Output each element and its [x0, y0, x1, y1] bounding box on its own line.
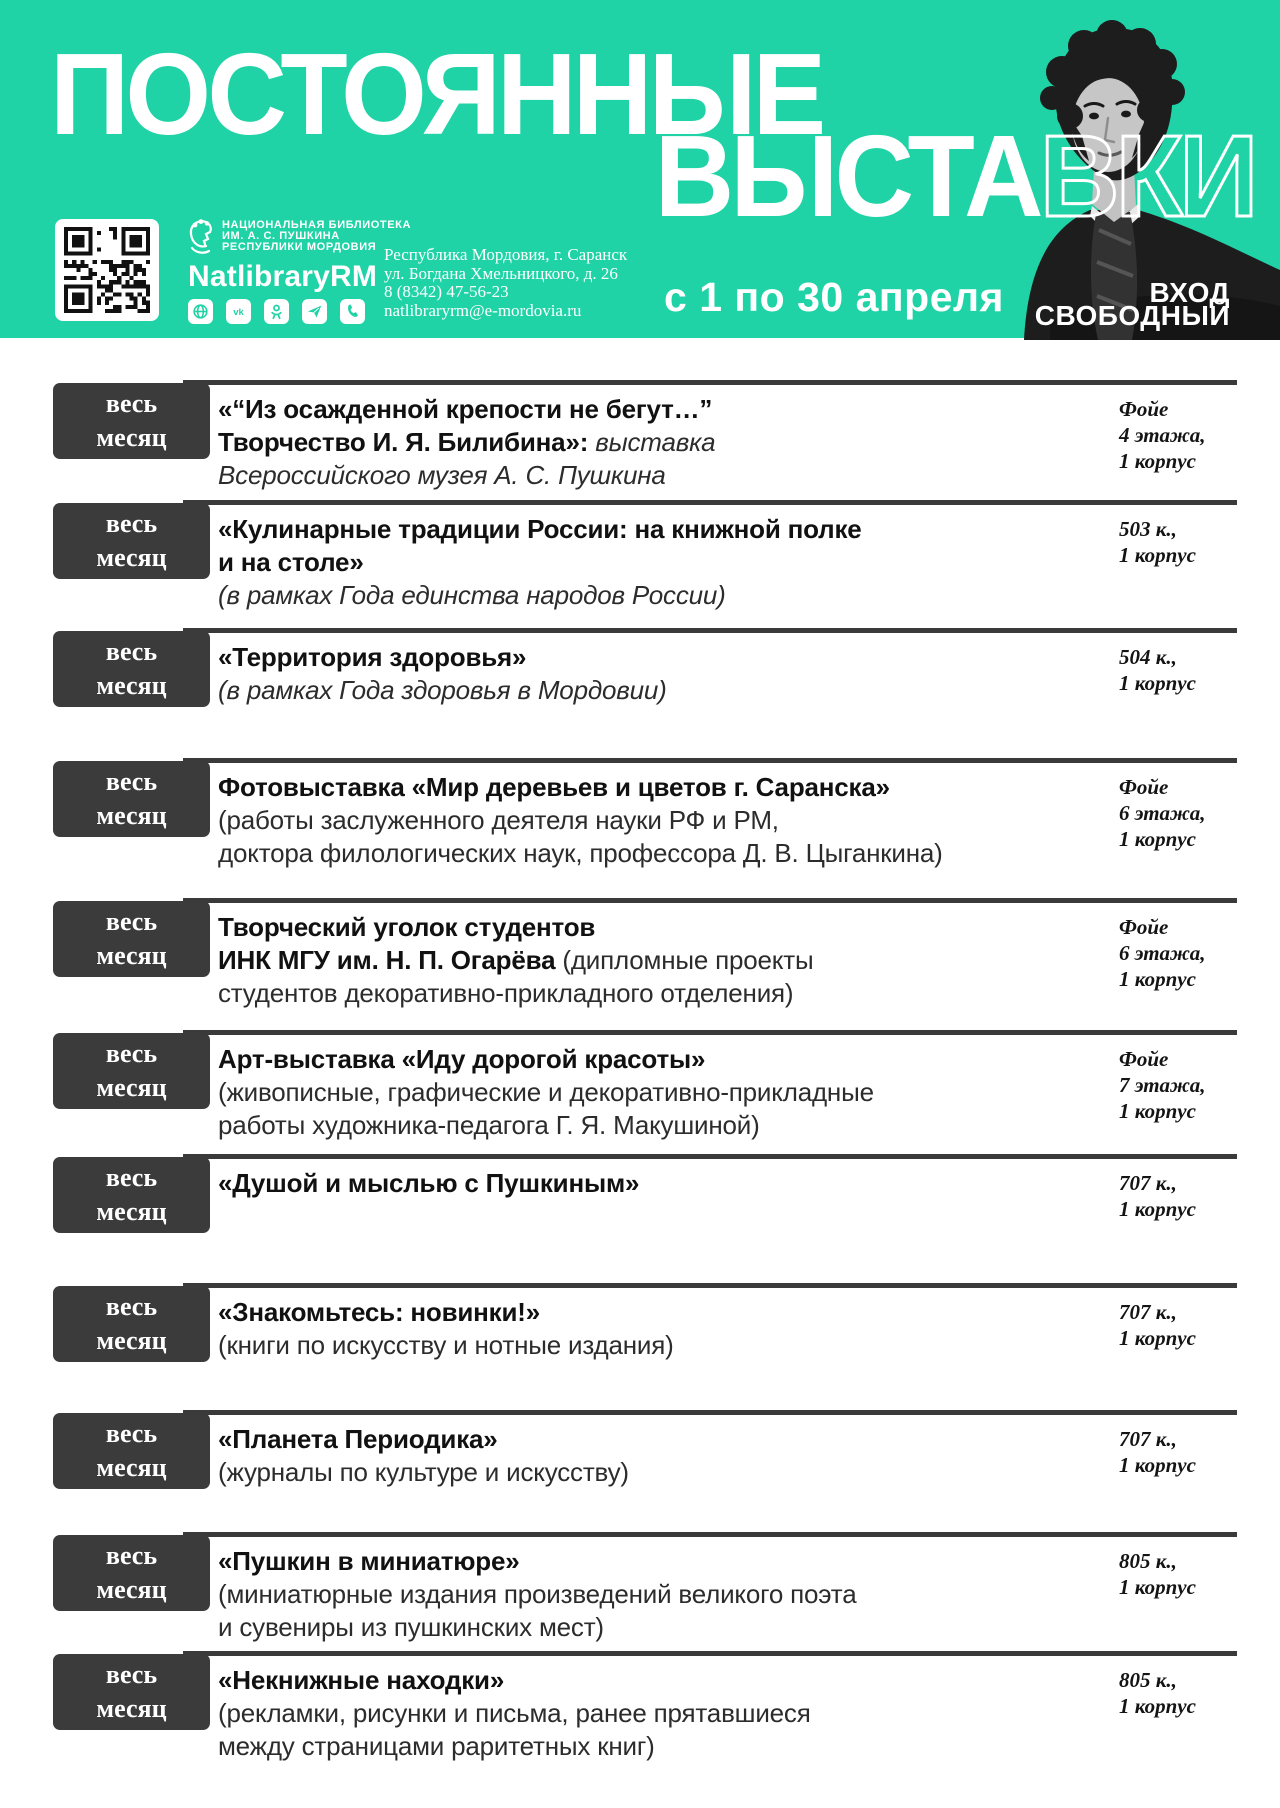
exhibition-row [0, 1651, 1280, 1808]
month-badge: весь месяц [53, 1413, 210, 1489]
exhibition-location: Фойе 6 этажа, 1 корпус [1119, 775, 1206, 851]
exhibition-details: «Кулинарные традиции России: на книжной полке и на столе» (в рамках Года единства народов России) [218, 514, 862, 610]
month-badge: весь месяц [53, 901, 210, 977]
exhibition-details: Арт-выставка «Иду дорогой красоты» (живописные, графические и декоративно-прикладные работы художника-педагога Г. Я. Макушиной) [218, 1044, 874, 1140]
exhibition-location: 504 к., 1 корпус [1119, 645, 1196, 695]
library-logo [186, 218, 411, 256]
exhibition-row [0, 1410, 1280, 1532]
exhibition-details: «Планета Периодика» (журналы по культуре и искусству) [218, 1424, 629, 1487]
address-block [384, 246, 627, 320]
address-line: ул. Богдана Хмельницкого, д. 26 [384, 263, 618, 283]
exhibition-details: Фотовыставка «Мир деревьев и цветов г. Саранска» (работы заслуженного деятеля науки РФ и РМ, доктора филологических наук, профессора Д. В. Цыганкина) [218, 772, 943, 868]
email-line: natlibraryrm@e-mordovia.ru [384, 300, 582, 320]
exhibition-location: Фойе 6 этажа, 1 корпус [1119, 915, 1206, 991]
exhibition-row [0, 1030, 1280, 1154]
month-badge: весь месяц [53, 1033, 210, 1109]
exhibition-location: 707 к., 1 корпус [1119, 1300, 1196, 1350]
title-outline-part: ВКИ [1039, 111, 1254, 241]
exhibition-location: 805 к., 1 корпус [1119, 1668, 1196, 1718]
exhibition-location: Фойе 4 этажа, 1 корпус [1119, 397, 1206, 473]
month-badge: весь месяц [53, 631, 210, 707]
exhibition-location: Фойе 7 этажа, 1 корпус [1119, 1047, 1206, 1123]
svg-text:vk: vk [233, 307, 244, 319]
month-badge: весь месяц [53, 1157, 210, 1233]
pushkin-profile-icon [186, 218, 214, 256]
exhibition-row [0, 1154, 1280, 1283]
exhibition-details: Творческий уголок студентов ИНК МГУ им. Н. П. Огарёва (дипломные проекты студентов декоративно-прикладного отделения) [218, 912, 814, 1008]
exhibition-location: 805 к., 1 корпус [1119, 1549, 1196, 1599]
exhibition-details: «Территория здоровья» (в рамках Года здоровья в Мордовии) [218, 642, 667, 705]
exhibition-details: «Душой и мыслью с Пушкиным» [218, 1168, 640, 1198]
website-icon [188, 299, 213, 324]
exhibition-location: 707 к., 1 корпус [1119, 1171, 1196, 1221]
viber-icon [340, 299, 365, 324]
poster-header [0, 0, 1280, 338]
month-badge: весь месяц [53, 1535, 210, 1611]
exhibition-location: 707 к., 1 корпус [1119, 1427, 1196, 1477]
exhibition-row [0, 628, 1280, 758]
vk-icon [226, 299, 251, 324]
exhibition-row [0, 380, 1280, 500]
exhibition-details: «Пушкин в миниатюре» (миниатюрные издания произведений великого поэта и сувениры из пушкинских мест) [218, 1546, 857, 1642]
title-solid-part: ВЫСТА [654, 111, 1040, 241]
month-badge: весь месяц [53, 1654, 210, 1730]
exhibition-row [0, 500, 1280, 628]
social-icons-row [188, 299, 365, 324]
free-entry-label: ВХОД СВОБОДНЫЙ [1034, 277, 1230, 331]
social-handle: NatlibraryRM [188, 260, 378, 293]
month-badge: весь месяц [53, 383, 210, 459]
month-badge: весь месяц [53, 761, 210, 837]
telegram-icon [302, 299, 327, 324]
exhibition-list [0, 338, 1280, 1808]
library-name: НАЦИОНАЛЬНАЯ БИБЛИОТЕКА ИМ. А. С. ПУШКИНА РЕСПУБЛИКИ МОРДОВИЯ [222, 219, 412, 253]
poster-title-line1: ПОСТОЯННЫЕ [50, 29, 823, 159]
exhibition-row [0, 758, 1280, 898]
exhibition-row [0, 1532, 1280, 1651]
exhibition-location: 503 к., 1 корпус [1119, 517, 1196, 567]
month-badge: весь месяц [53, 1286, 210, 1362]
qr-code [55, 219, 159, 321]
exhibition-details: «Знакомьтесь: новинки!» (книги по искусству и нотные издания) [218, 1297, 674, 1360]
exhibition-details: «“Из осажденной крепости не бегут…” Творчество И. Я. Билибина»: выставка Всероссийского музея А. С. Пушкина [218, 394, 716, 490]
poster-title-line2 [654, 111, 1254, 241]
phone-line: 8 (8342) 47-56-23 [384, 282, 509, 301]
address-line: Республика Мордовия, г. Саранск [384, 245, 628, 264]
month-badge: весь месяц [53, 503, 210, 579]
exhibition-row [0, 1283, 1280, 1410]
exhibition-details: «Некнижные находки» (рекламки, рисунки и письма, ранее прятавшиеся между страницами раритетных книг) [218, 1665, 811, 1761]
date-range: с 1 по 30 апреля [664, 274, 1004, 320]
exhibition-row [0, 898, 1280, 1030]
odnoklassniki-icon [264, 299, 289, 324]
